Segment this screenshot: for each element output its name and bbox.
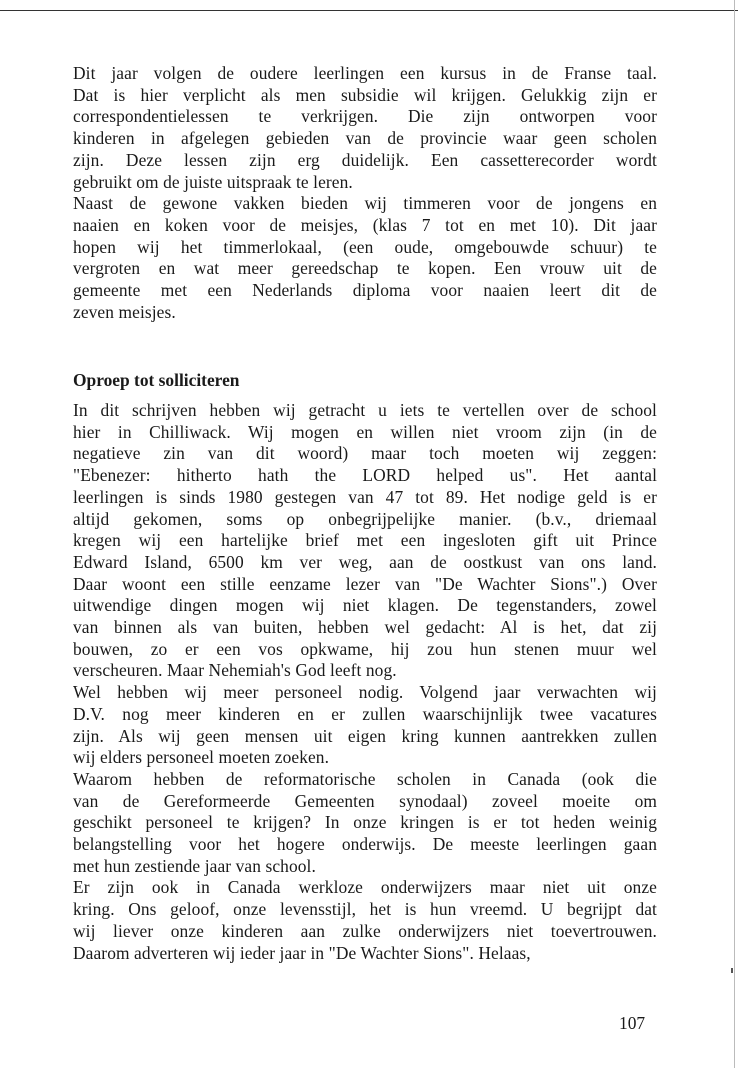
text-line: wij elders personeel moeten zoeken. (73, 747, 330, 768)
paragraph (73, 769, 657, 878)
text-line: Daarom adverteren wij ieder jaar in "De Wachter Sions". Helaas, (73, 942, 531, 963)
paragraph (73, 682, 657, 769)
text-line: van binnen als van buiten, hebben wel gedacht: Al is het, dat zij (73, 617, 657, 638)
text-line: zijn. Als wij geen mensen uit eigen kring kunnen aantrekken zullen (73, 725, 657, 746)
text-line: In dit schrijven hebben wij getracht u iets te vertellen over de school (73, 400, 657, 420)
text-line: bouwen, zo er een vos opkwame, hij zou hun stenen muur wel (73, 638, 657, 659)
top-rule (0, 10, 738, 11)
text-line: altijd gekomen, soms op onbegrijpelijke manier. (b.v., driemaal (73, 508, 657, 529)
text-line: leerlingen is sinds 1980 gestegen van 47 tot 89. Het nodige geld is er (73, 486, 657, 507)
text-line: Er zijn ook in Canada werkloze onderwijzers maar niet uit onze (73, 877, 657, 898)
text-line: met hun zestiende jaar van school. (73, 855, 316, 876)
text-line: belangstelling voor het hogere onderwijs. De meeste leerlingen gaan (73, 834, 657, 855)
scan-mark (731, 968, 733, 973)
text-line: naaien en koken voor de meisjes, (klas 7 tot en met 10). Dit jaar (73, 214, 657, 235)
text-line: van de Gereformeerde Gemeenten synodaal) zoveel moeite om (73, 790, 657, 811)
text-line: zeven meisjes. (73, 301, 176, 322)
text-line: Wel hebben wij meer personeel nodig. Volgend jaar verwachten wij (73, 682, 657, 703)
text-line: hier in Chilliwack. Wij mogen en willen niet vroom zijn (in de (73, 421, 657, 442)
text-line: wij liever onze kinderen aan zulke onderwijzers niet toevertrouwen. (73, 920, 657, 941)
page-edge-line (734, 0, 735, 1068)
text-line: Naast de gewone vakken bieden wij timmeren voor de jongens en (73, 193, 657, 214)
text-line: negatieve zin van dit woord) maar toch moeten wij zeggen: (73, 443, 657, 464)
page-number: 107 (619, 1013, 646, 1033)
paragraph (73, 400, 657, 682)
paragraph (73, 193, 657, 323)
text-line: D.V. nog meer kinderen en er zullen waarschijnlijk twee vacatures (73, 703, 657, 724)
text-line: vergroten en wat meer gereedschap te kopen. Een vrouw uit de (73, 258, 657, 279)
body-text-lower (73, 400, 657, 964)
text-line: "Ebenezer: hitherto hath the LORD helped us". Het aantal (73, 465, 657, 486)
text-line: gemeente met een Nederlands diploma voor naaien leert dit de (73, 280, 657, 301)
text-line: kring. Ons geloof, onze levensstijl, het is hun vreemd. U begrijpt dat (73, 899, 657, 920)
text-line: Waarom hebben de reformatorische scholen in Canada (ook die (73, 768, 657, 789)
text-line: zijn. Deze lessen zijn erg duidelijk. Een cassetterecorder wordt (73, 149, 657, 170)
text-line: gebruikt om de juiste uitspraak te leren. (73, 171, 353, 192)
text-line: Dat is hier verplicht als men subsidie wil krijgen. Gelukkig zijn er (73, 84, 657, 105)
body-text-upper (73, 63, 657, 323)
text-line: verscheuren. Maar Nehemiah's God leeft nog. (73, 660, 397, 681)
text-line: Dit jaar volgen de oudere leerlingen een kursus in de Franse taal. (73, 63, 657, 83)
text-line: uitwendige dingen mogen wij niet klagen. De tegenstanders, zowel (73, 595, 657, 616)
text-line: Daar woont een stille eenzame lezer van "De Wachter Sions".) Over (73, 573, 657, 594)
text-line: Edward Island, 6500 km ver weg, aan de oostkust van ons land. (73, 551, 657, 572)
text-line: correspondentielessen te verkrijgen. Die zijn ontworpen voor (73, 106, 657, 127)
text-line: kregen wij een hartelijke brief met een ingesloten gift uit Prince (73, 530, 657, 551)
paragraph (73, 63, 657, 193)
text-line: geschikt personeel te krijgen? In onze kringen is er tot heden weinig (73, 812, 657, 833)
paragraph (73, 877, 657, 964)
text-line: hopen wij het timmerlokaal, (een oude, omgebouwde schuur) te (73, 236, 657, 257)
section-heading: Oproep tot solliciteren (73, 370, 240, 390)
text-line: kinderen in afgelegen gebieden van de provincie waar geen scholen (73, 128, 657, 149)
